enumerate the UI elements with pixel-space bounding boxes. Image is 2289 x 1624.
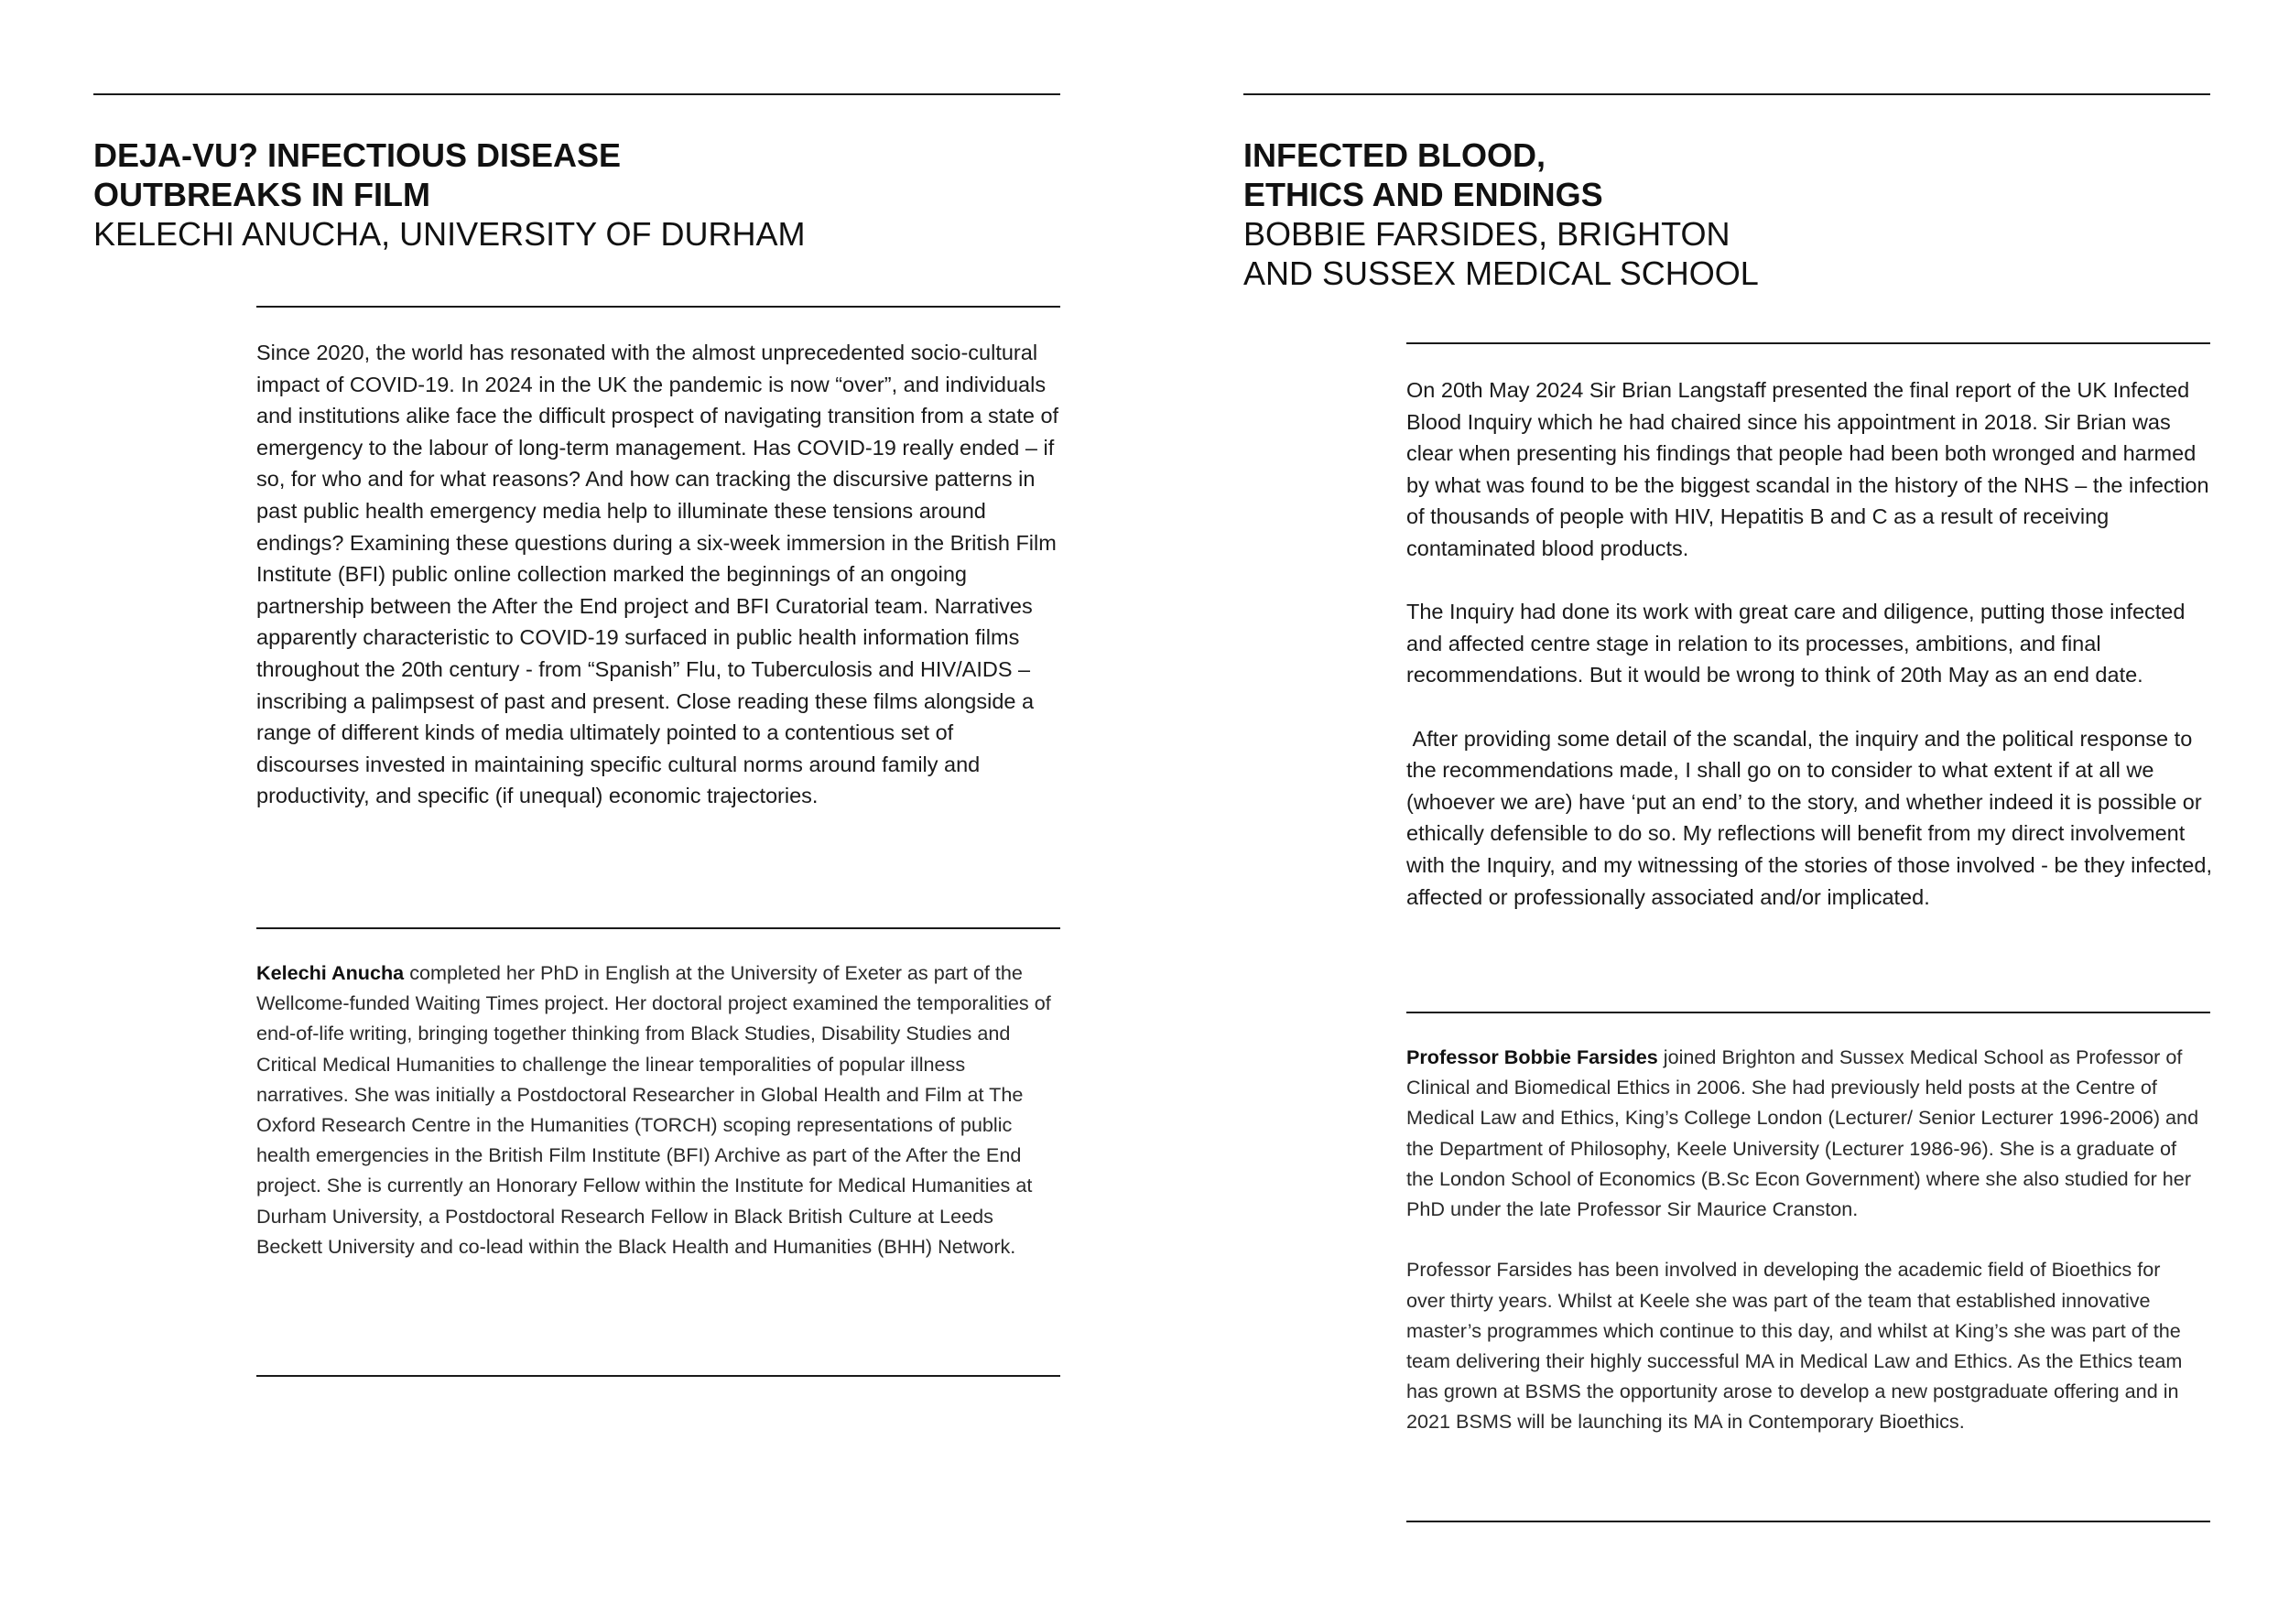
right-bio-paragraph-2 bbox=[1406, 1254, 2201, 1436]
left-heading bbox=[93, 135, 1064, 254]
left-title-line-2: OUTBREAKS IN FILM bbox=[93, 176, 430, 213]
right-heading bbox=[1243, 135, 2214, 293]
right-abstract bbox=[1406, 374, 2218, 913]
right-abstract-paragraph-2: The Inquiry had done its work with great care and diligence, putting those infected and affected centre stage in relation to its processes, ambitions, and final recommendations. But it would be wrong to think of 20th May as an end date. bbox=[1406, 600, 2186, 687]
right-abstract-rule bbox=[1406, 342, 2210, 344]
right-author-line-1: BOBBIE FARSIDES, BRIGHTON bbox=[1243, 215, 1730, 253]
right-bio-rule bbox=[1406, 1012, 2210, 1013]
right-title-line-1: INFECTED BLOOD, bbox=[1243, 136, 1546, 174]
left-bio-text: completed her PhD in English at the University of Exeter as part of the Wellcome-funded Waiting Times project. Her doctoral project examined the temporalities of end-of-life writing, bringing together thinking from Black Studies, Disability Studies and Critical Medical Humanities to challenge the linear temporalities of popular illness narratives. She was initially a Postdoctoral Researcher in Global Health and Film at The Oxford Research Centre in the Humanities (TORCH) scoping representations of public health emergencies in the British Film Institute (BFI) Archive as part of the After the End project. She is currently an Honorary Fellow within the Institute for Medical Humanities at Durham University, a Postdoctoral Research Fellow in Black British Culture at Leeds Beckett University and co-lead within the Black Health and Humanities (BHH) Network. bbox=[256, 961, 1051, 1258]
left-title-line-1: DEJA-VU? INFECTIOUS DISEASE bbox=[93, 136, 622, 174]
right-title-line-2: ETHICS AND ENDINGS bbox=[1243, 176, 1603, 213]
left-bottom-rule bbox=[256, 1375, 1060, 1377]
right-bottom-rule bbox=[1406, 1521, 2210, 1522]
right-bio-text-1: joined Brighton and Sussex Medical School as Professor of Clinical and Biomedical Ethics in 2006. She had previously held posts at the Centre of Medical Law and Ethics, King’s College London (Lecturer/ Senior Lecturer 1996-2006) and the Department of Philosophy, Keele University (Lecturer 1986-96). She is a graduate of the London School of Economics (B.Sc Econ Government) where she also studied for her PhD under the late Professor Sir Maurice Cranston. bbox=[1406, 1045, 2199, 1221]
right-abstract-paragraph-1: On 20th May 2024 Sir Brian Langstaff presented the final report of the UK Infected Blood Inquiry which he had chaired since his appointment in 2018. Sir Brian was clear when presenting his findings that people had been both wronged and harmed by what was found to be the biggest scandal in the history of the NHS – the infection of thousands of people with HIV, Hepatitis B and C as a result of receiving contaminated blood products. bbox=[1406, 378, 2209, 560]
right-bio bbox=[1406, 1042, 2201, 1437]
right-bio-paragraph-1 bbox=[1406, 1042, 2201, 1224]
right-top-rule bbox=[1243, 93, 2210, 95]
left-abstract-rule bbox=[256, 306, 1060, 308]
left-bio-author-name: Kelechi Anucha bbox=[256, 961, 405, 984]
left-author-line-1: KELECHI ANUCHA, UNIVERSITY OF DURHAM bbox=[93, 215, 806, 253]
left-bio bbox=[256, 958, 1051, 1261]
left-top-rule bbox=[93, 93, 1060, 95]
right-abstract-paragraph-3: After providing some detail of the scandal, the inquiry and the political response to the recommendations made, I shall go on to consider to what extent if at all we (whoever we are) have ‘put an end’ to the story, and whether indeed it is possible or ethically defensible to do so. My reflections will benefit from my direct involvement with the Inquiry, and my witnessing of the stories of those involved - be they infected, affected or professionally associated and/or implicated. bbox=[1406, 726, 2218, 909]
right-bio-text-2: Professor Farsides has been involved in developing the academic field of Bioethics for over thirty years. Whilst at Keele she was part of the team that established innovative master’s programmes which continue to this day, and whilst at King’s she was part of the team delivering their highly successful MA in Medical Law and Ethics. As the Ethics team has grown at BSMS the opportunity arose to develop a new postgraduate offering and in 2021 BSMS will be launching its MA in Contemporary Bioethics. bbox=[1406, 1258, 2183, 1434]
left-bio-paragraph bbox=[256, 958, 1051, 1261]
left-bio-rule bbox=[256, 927, 1060, 929]
right-author-line-2: AND SUSSEX MEDICAL SCHOOL bbox=[1243, 254, 1759, 292]
left-abstract-paragraph: Since 2020, the world has resonated with the almost unprecedented socio-cultural impact of COVID-19. In 2024 in the UK the pandemic is now “over”, and individuals and institutions alike face the difficult prospect of navigating transition from a state of emergency to the labour of long-term management. Has COVID-19 really ended – if so, for who and for what reasons? And how can tracking the discursive patterns in past public health emergency media help to illuminate these tensions around endings? Examining these questions during a six-week immersion in the British Film Institute (BFI) public online collection marked the beginnings of an ongoing partnership between the After the End project and BFI Curatorial team. Narratives apparently characteristic to COVID-19 surfaced in public health information films throughout the 20th century - from “Spanish” Flu, to Tuberculosis and HIV/AIDS – inscribing a palimpsest of past and present. Close reading these films alongside a range of different kinds of media ultimately pointed to a contentious set of discourses invested in maintaining specific cultural norms around family and productivity, and specific (if unequal) economic trajectories. bbox=[256, 341, 1059, 808]
right-bio-author-name: Professor Bobbie Farsides bbox=[1406, 1045, 1658, 1068]
left-abstract bbox=[256, 337, 1062, 812]
